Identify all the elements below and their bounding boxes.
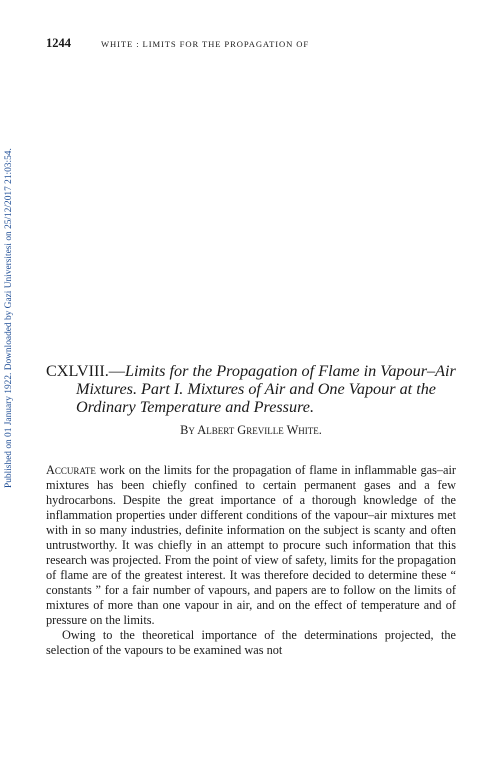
paragraph-1: [46, 463, 456, 628]
running-title: WHITE : LIMITS FOR THE PROPAGATION OF: [101, 39, 310, 49]
lead-word: Accurate: [46, 463, 96, 477]
download-watermark: Published on 01 January 1922. Downloaded by Gazi Universitesi on 25/12/2017 21:03:54.: [4, 148, 14, 488]
article-title-italic: Limits for the Propagation of Flame in Vapour–Air Mixtures. Part I. Mixtures of Air and One Vapour at the Ordinary Temperature and Pressure.: [76, 362, 456, 416]
paragraph-1-text: work on the limits for the propagation of flame in inflammable gas–air mixtures has been chiefly confined to certain permanent gases and a few hydrocarbons. Despite the great importance of a thorough knowledge of the inflammation properties under different conditions of the vapour–air mixtures met with in so many industries, definite information on the subject is scanty and often untrustworthy. It was chiefly in an attempt to procure such information that this research was projected. From the point of view of safety, limits for the propagation of flame are of the greatest interest. It was therefore decided to determine these “ constants ” for a fair number of vapours, and papers are to follow on the limits of mixtures of more than one vapour in air, and on the effect of temperature and of pressure on the limits.: [46, 463, 456, 627]
article-title-block: [46, 362, 456, 438]
page-header: [46, 36, 440, 51]
article-body: [46, 463, 456, 658]
article-number: CXLVIII.—: [46, 362, 125, 380]
paragraph-2: Owing to the theoretical importance of the determinations projected, the selection of the vapours to be examined was not: [46, 628, 456, 657]
page-number: 1244: [46, 36, 71, 50]
article-title: [46, 362, 456, 416]
byline: By Albert Greville White.: [180, 423, 322, 437]
